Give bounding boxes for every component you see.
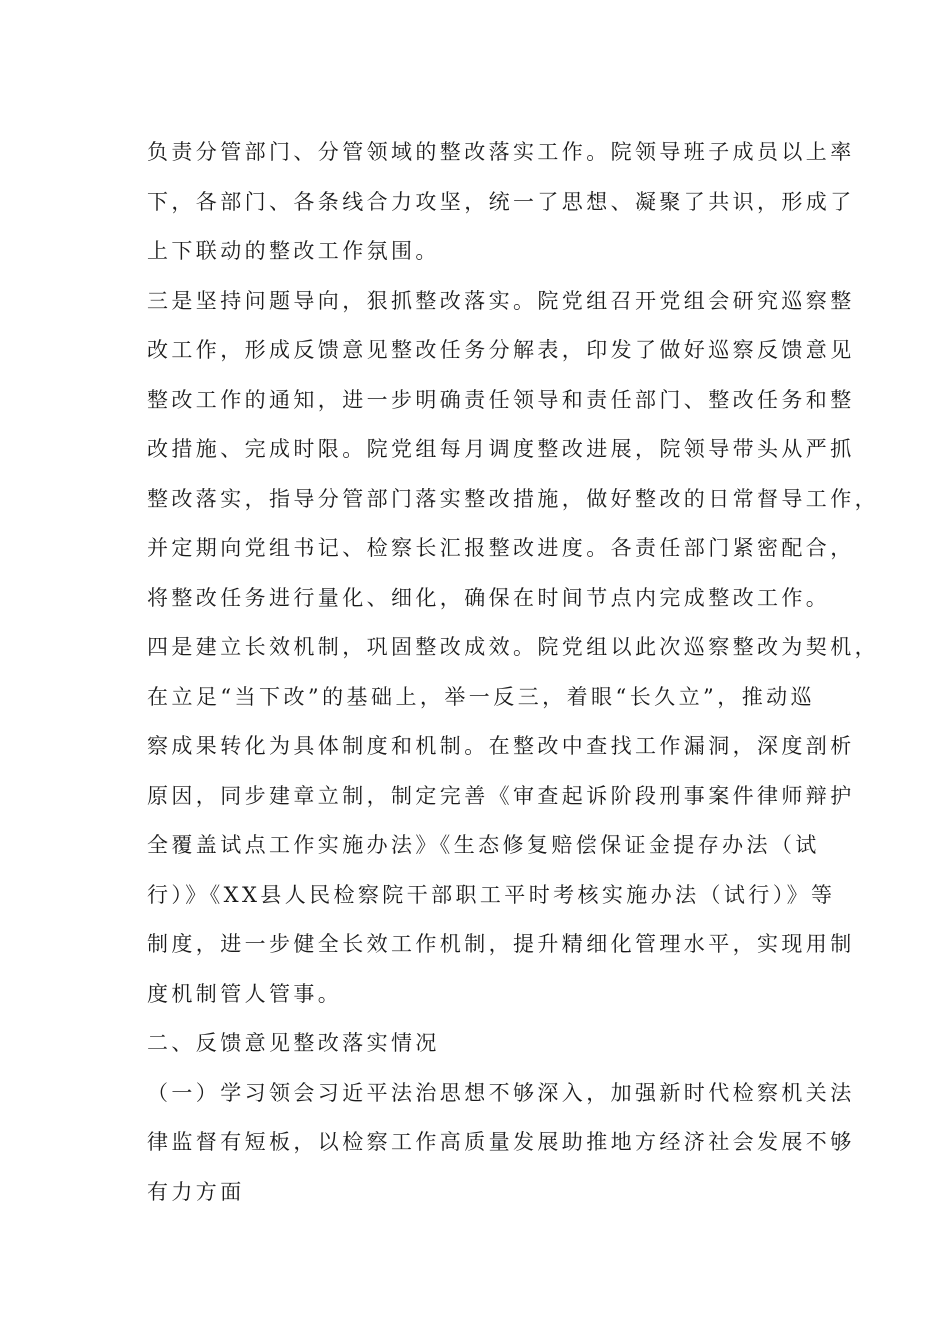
- paragraph-line: 原因，同步建章立制，制定完善《审查起诉阶段刑事案件律师辩护: [147, 783, 855, 808]
- paragraph-line: 制度，进一步健全长效工作机制，提升精细化管理水平，实现用制: [147, 932, 855, 956]
- paragraph-line: 负责分管部门、分管领域的整改落实工作。院领导班子成员以上率: [147, 140, 855, 164]
- paragraph-line: 改工作，形成反馈意见整改任务分解表，印发了做好巡察反馈意见: [147, 338, 855, 362]
- section-heading: 二、反馈意见整改落实情况: [147, 1031, 440, 1055]
- paragraph-line: 度机制管人管事。: [147, 981, 343, 1006]
- paragraph-line: 改措施、完成时限。院党组每月调度整改进展，院领导带头从严抓: [147, 437, 855, 461]
- paragraph-line: 整改工作的通知，进一步明确责任领导和责任部门、整改任务和整: [147, 387, 855, 412]
- paragraph-line: 察成果转化为具体制度和机制。在整改中查找工作漏洞，深度剖析: [147, 734, 855, 758]
- paragraph-line: 上下联动的整改工作氛围。: [147, 239, 440, 263]
- paragraph-line: 全覆盖试点工作实施办法》《生态修复赔偿保证金提存办法（试: [147, 833, 820, 857]
- paragraph-line: 行）》《XX县人民检察院干部职工平时考核实施办法（试行）》等: [147, 882, 836, 907]
- subsection-heading: 律监督有短板，以检察工作高质量发展助推地方经济社会发展不够: [147, 1130, 855, 1154]
- paragraph-line: 在立足“当下改”的基础上，举一反三，着眼“长久立”，推动巡: [147, 684, 815, 709]
- paragraph-line: 下，各部门、各条线合力攻坚，统一了思想、凝聚了共识，形成了: [147, 189, 855, 214]
- subsection-heading: 有力方面: [147, 1179, 245, 1204]
- document-body: [147, 128, 879, 1217]
- subsection-heading: （一）学习领会习近平法治思想不够深入，加强新时代检察机关法: [147, 1080, 855, 1105]
- paragraph-line: 三是坚持问题导向，狠抓整改落实。院党组召开党组会研究巡察整: [147, 288, 855, 313]
- paragraph-line: 整改落实，指导分管部门落实整改措施，做好整改的日常督导工作，: [147, 486, 879, 511]
- paragraph-line: 并定期向党组书记、检察长汇报整改进度。各责任部门紧密配合，: [147, 536, 855, 560]
- paragraph-line: 四是建立长效机制，巩固整改成效。院党组以此次巡察整改为契机，: [147, 635, 879, 659]
- paragraph-line: 将整改任务进行量化、细化，确保在时间节点内完成整改工作。: [147, 585, 831, 610]
